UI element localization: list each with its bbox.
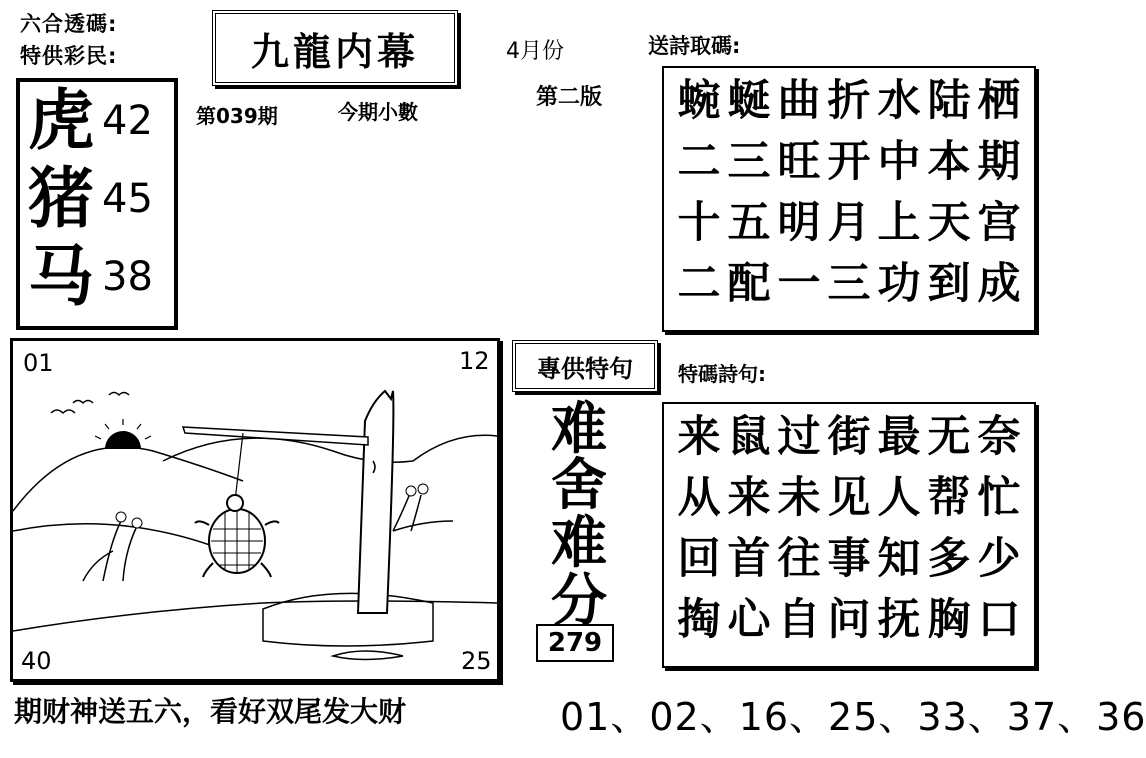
poem-char: 曲 [777, 76, 821, 126]
poem-char: 宫 [977, 198, 1021, 248]
poem-char: 二 [677, 137, 721, 187]
poem-char: 折 [827, 76, 871, 126]
vertical-phrase [524, 397, 634, 634]
poem-row [664, 198, 1034, 248]
poem-char: 过 [777, 412, 821, 462]
zodiac-row [28, 160, 153, 237]
poem-char: 口 [977, 595, 1021, 645]
poem-char: 掏 [677, 595, 721, 645]
poem-char: 一 [777, 259, 821, 309]
poem-char: 三 [727, 137, 771, 187]
poem-char: 心 [727, 595, 771, 645]
poem-char: 配 [727, 259, 771, 309]
poem-row [664, 76, 1034, 126]
vertical-char: 分 [551, 569, 607, 634]
poem-char: 最 [877, 412, 921, 462]
poem-char: 水 [877, 76, 921, 126]
poem-char: 少 [977, 534, 1021, 584]
poem-row [664, 473, 1034, 523]
poem-char: 从 [677, 473, 721, 523]
poem-char: 五 [727, 198, 771, 248]
poem-char: 月 [827, 198, 871, 248]
poem-char: 陆 [927, 76, 971, 126]
special-label-box [512, 340, 658, 392]
zodiac-row [28, 238, 153, 315]
poem-char: 街 [827, 412, 871, 462]
poem-char: 回 [677, 534, 721, 584]
poem-row [664, 595, 1034, 645]
corner-bottom-right: 25 [461, 647, 492, 675]
small-number-label: 今期小數 [338, 100, 418, 124]
poem-char: 栖 [977, 76, 1021, 126]
poem-char: 中 [877, 137, 921, 187]
poem-char: 蜒 [727, 76, 771, 126]
page-title: 九龍内幕 [250, 29, 419, 74]
zodiac-row [28, 82, 153, 159]
zodiac-animal: 马 [28, 238, 94, 315]
footer-numbers: 01、02、16、25、33、37、36 [560, 695, 1146, 739]
turtle-illustration [13, 341, 497, 679]
vertical-char: 难 [551, 397, 607, 462]
poem-grid-top [662, 66, 1036, 332]
zodiac-number: 42 [102, 98, 153, 144]
poem-char: 到 [927, 259, 971, 309]
corner-bottom-left: 40 [21, 647, 52, 675]
poem-char: 见 [827, 473, 871, 523]
poem-char: 首 [727, 534, 771, 584]
poem-char: 鼠 [727, 412, 771, 462]
header-line2: 特供彩民: [20, 44, 118, 68]
vertical-char: 难 [551, 511, 607, 576]
zodiac-number: 45 [102, 176, 153, 222]
poem-row [664, 534, 1034, 584]
poem-char: 往 [777, 534, 821, 584]
poem-char: 来 [727, 473, 771, 523]
poem-char: 无 [927, 412, 971, 462]
poem-char: 上 [877, 198, 921, 248]
boxed-number: 279 [536, 624, 614, 662]
special-poem-label: 特碼詩句: [678, 362, 766, 386]
poem-char: 旺 [777, 137, 821, 187]
poem-char: 多 [927, 534, 971, 584]
poem-char: 三 [827, 259, 871, 309]
poem-char: 明 [777, 198, 821, 248]
poem-char: 知 [877, 534, 921, 584]
poem-char: 本 [927, 137, 971, 187]
corner-top-left: 01 [23, 349, 54, 377]
zodiac-animal: 虎 [28, 82, 94, 159]
special-label: 專供特句 [537, 354, 633, 383]
poem-char: 忙 [977, 473, 1021, 523]
poem-char: 天 [927, 198, 971, 248]
poem-label: 送詩取碼: [648, 34, 741, 58]
poem-row [664, 259, 1034, 309]
issue-label: 第039期 [196, 104, 278, 128]
illustration-panel [10, 338, 500, 682]
poem-char: 帮 [927, 473, 971, 523]
poem-char: 成 [977, 259, 1021, 309]
poem-char: 蜿 [677, 76, 721, 126]
zodiac-animal: 猪 [28, 160, 94, 237]
poem-char: 事 [827, 534, 871, 584]
edition-label: 第二版 [536, 85, 603, 110]
poem-char: 人 [877, 473, 921, 523]
month-label: 4月份 [506, 39, 564, 64]
poem-char: 十 [677, 198, 721, 248]
corner-top-right: 12 [459, 347, 490, 375]
poem-grid-bottom [662, 402, 1036, 668]
poem-char: 抚 [877, 595, 921, 645]
title-box [212, 10, 458, 86]
poem-char: 功 [877, 259, 921, 309]
poem-char: 奈 [977, 412, 1021, 462]
poem-row [664, 137, 1034, 187]
poem-char: 胸 [927, 595, 971, 645]
poem-row [664, 412, 1034, 462]
zodiac-box [16, 78, 178, 330]
zodiac-number: 38 [102, 254, 153, 300]
footer-slogan: 期财神送五六，看好双尾发大财 [14, 695, 407, 728]
poem-char: 来 [677, 412, 721, 462]
poem-char: 二 [677, 259, 721, 309]
vertical-char: 舍 [551, 453, 607, 518]
poem-char: 开 [827, 137, 871, 187]
poem-char: 未 [777, 473, 821, 523]
poem-char: 期 [977, 137, 1021, 187]
poem-char: 自 [777, 595, 821, 645]
header-line1: 六合透碼: [20, 12, 118, 36]
poem-char: 问 [827, 595, 871, 645]
